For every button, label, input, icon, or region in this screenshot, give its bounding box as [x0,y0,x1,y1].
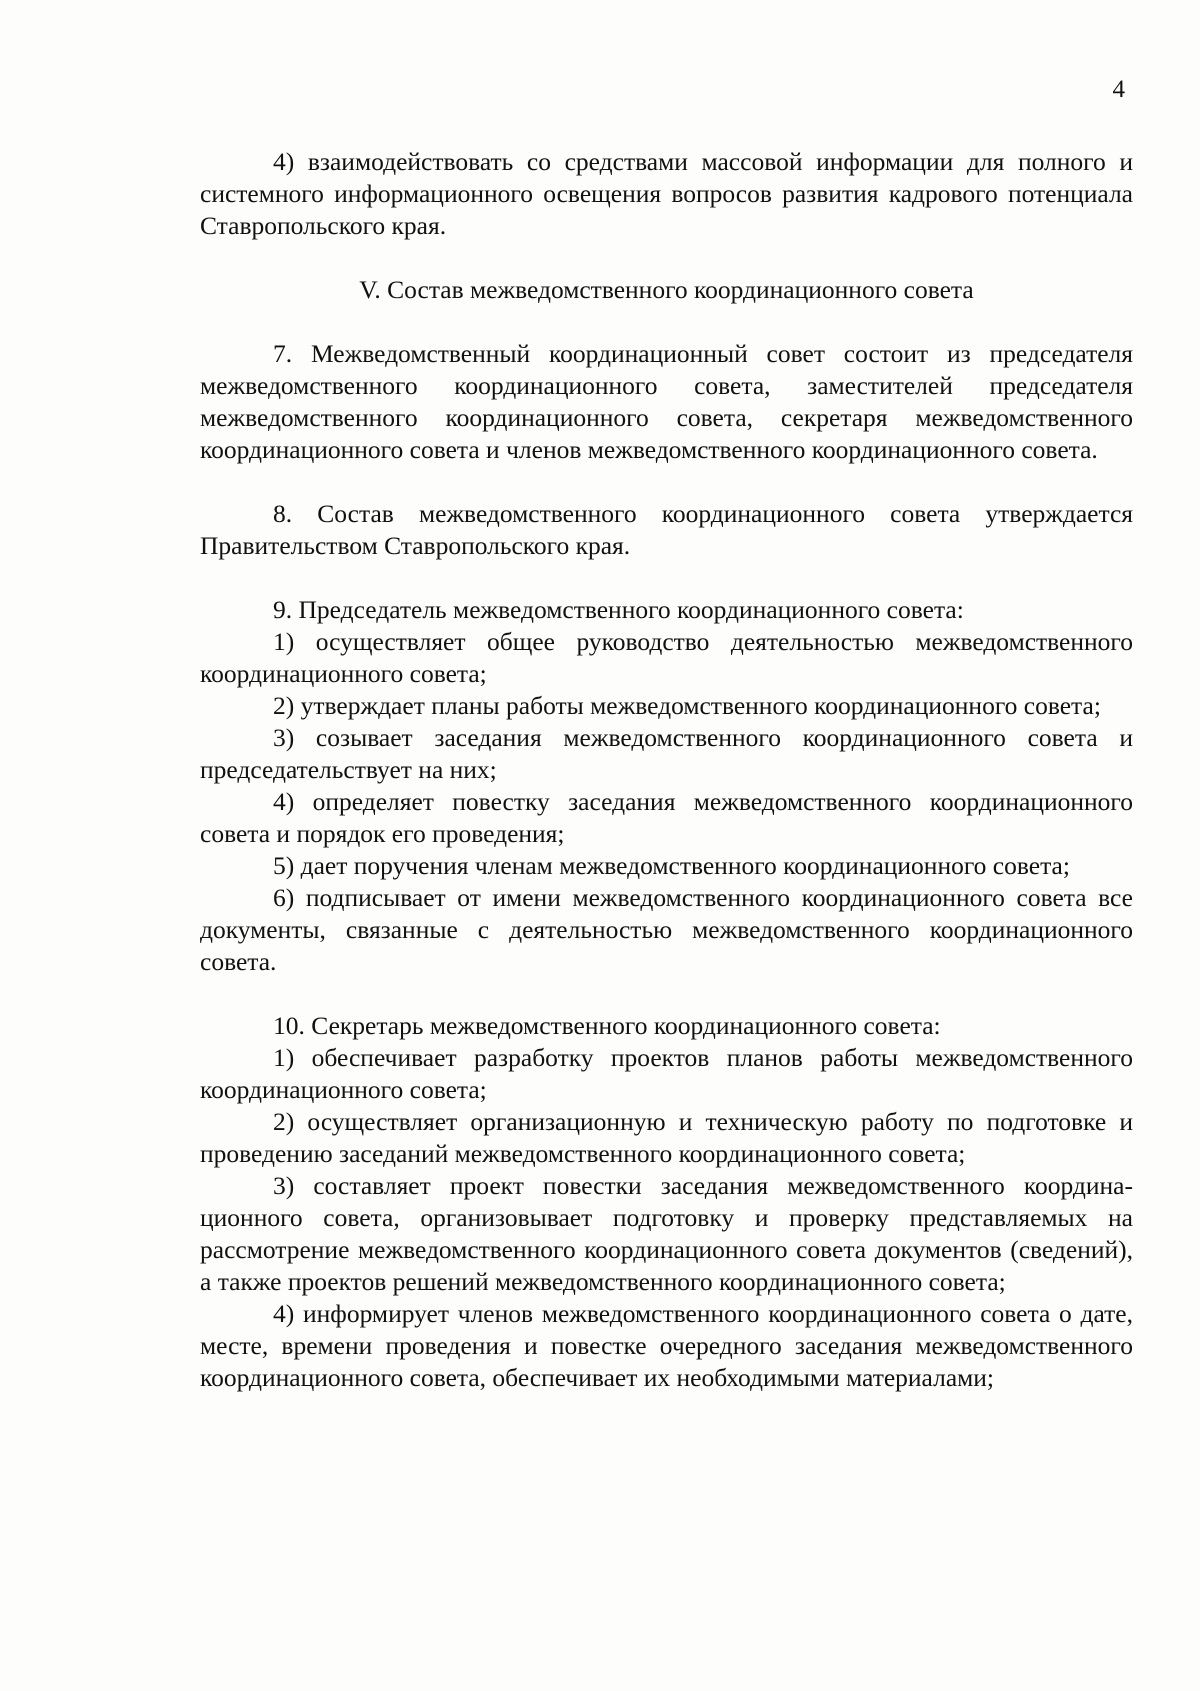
paragraph-9-item-4: 4) определяет повестку заседания межведомственного координационного совета и порядок его проведения; [200,787,1133,848]
paragraph-item-4-media: 4) взаимодействовать со средствами массовой информации для полного и системного информационного освещения вопросов развития кадрового потенциала Ставропольского края. [200,147,1133,240]
section-heading-v: V. Состав межведомственного координационного совета [359,275,974,304]
paragraph-8-approval: 8. Состав межведомственного координационного совета утверждается Правительством Ставропольского края. [200,499,1133,560]
paragraph-10-item-3: 3) составляет проект повестки заседания межведомственного координационного совета, организовывает подготовку и проверку представляемых на рассмотрение межведомственного координационного совета документов (сведений), а также проектов решений межведомственного координационного совета; [200,1171,1133,1296]
page-number: 4 [1112,76,1125,103]
paragraph-9-item-1: 1) осуществляет общее руководство деятельностью межведомственного координационного совета; [200,627,1133,688]
paragraph-10-item-4: 4) информирует членов межведомственного координационного совета о дате, месте, времени проведения и повестке очередного заседания межведомственного координационного совета, обеспечивает их необходимыми материалами; [200,1299,1133,1392]
paragraph-7-council-composition: 7. Межведомственный координационный совет состоит из председателя межведомственного координационного совета, заместителей председателя межведомственного координационного совета, секретаря межведомственного координационного совета и членов межведомственного координационного совета. [200,339,1133,464]
paragraph-9-item-2: 2) утверждает планы работы межведомственного координационного совета; [273,691,1101,720]
paragraph-9-item-5: 5) дает поручения членам межведомственного координационного совета; [273,851,1070,880]
paragraph-9-item-6: 6) подписывает от имени межведомственного координационного совета все документы, связанные с деятельностью межведомственного координационного совета. [200,883,1133,976]
paragraph-10-secretary: 10. Секретарь межведомственного координационного совета: [273,1011,941,1040]
document-body [200,146,1133,1394]
paragraph-9-chairman: 9. Председатель межведомственного координационного совета: [273,595,964,624]
paragraph-10-item-1: 1) обеспечивает разработку проектов планов работы межведомственного координационного совета; [200,1043,1133,1104]
paragraph-10-item-2: 2) осуществляет организационную и техническую работу по подготовке и проведению заседаний межведомственного координационного совета; [200,1107,1133,1168]
paragraph-9-item-3: 3) созывает заседания межведомственного координационного совета и председательствует на них; [200,723,1133,784]
